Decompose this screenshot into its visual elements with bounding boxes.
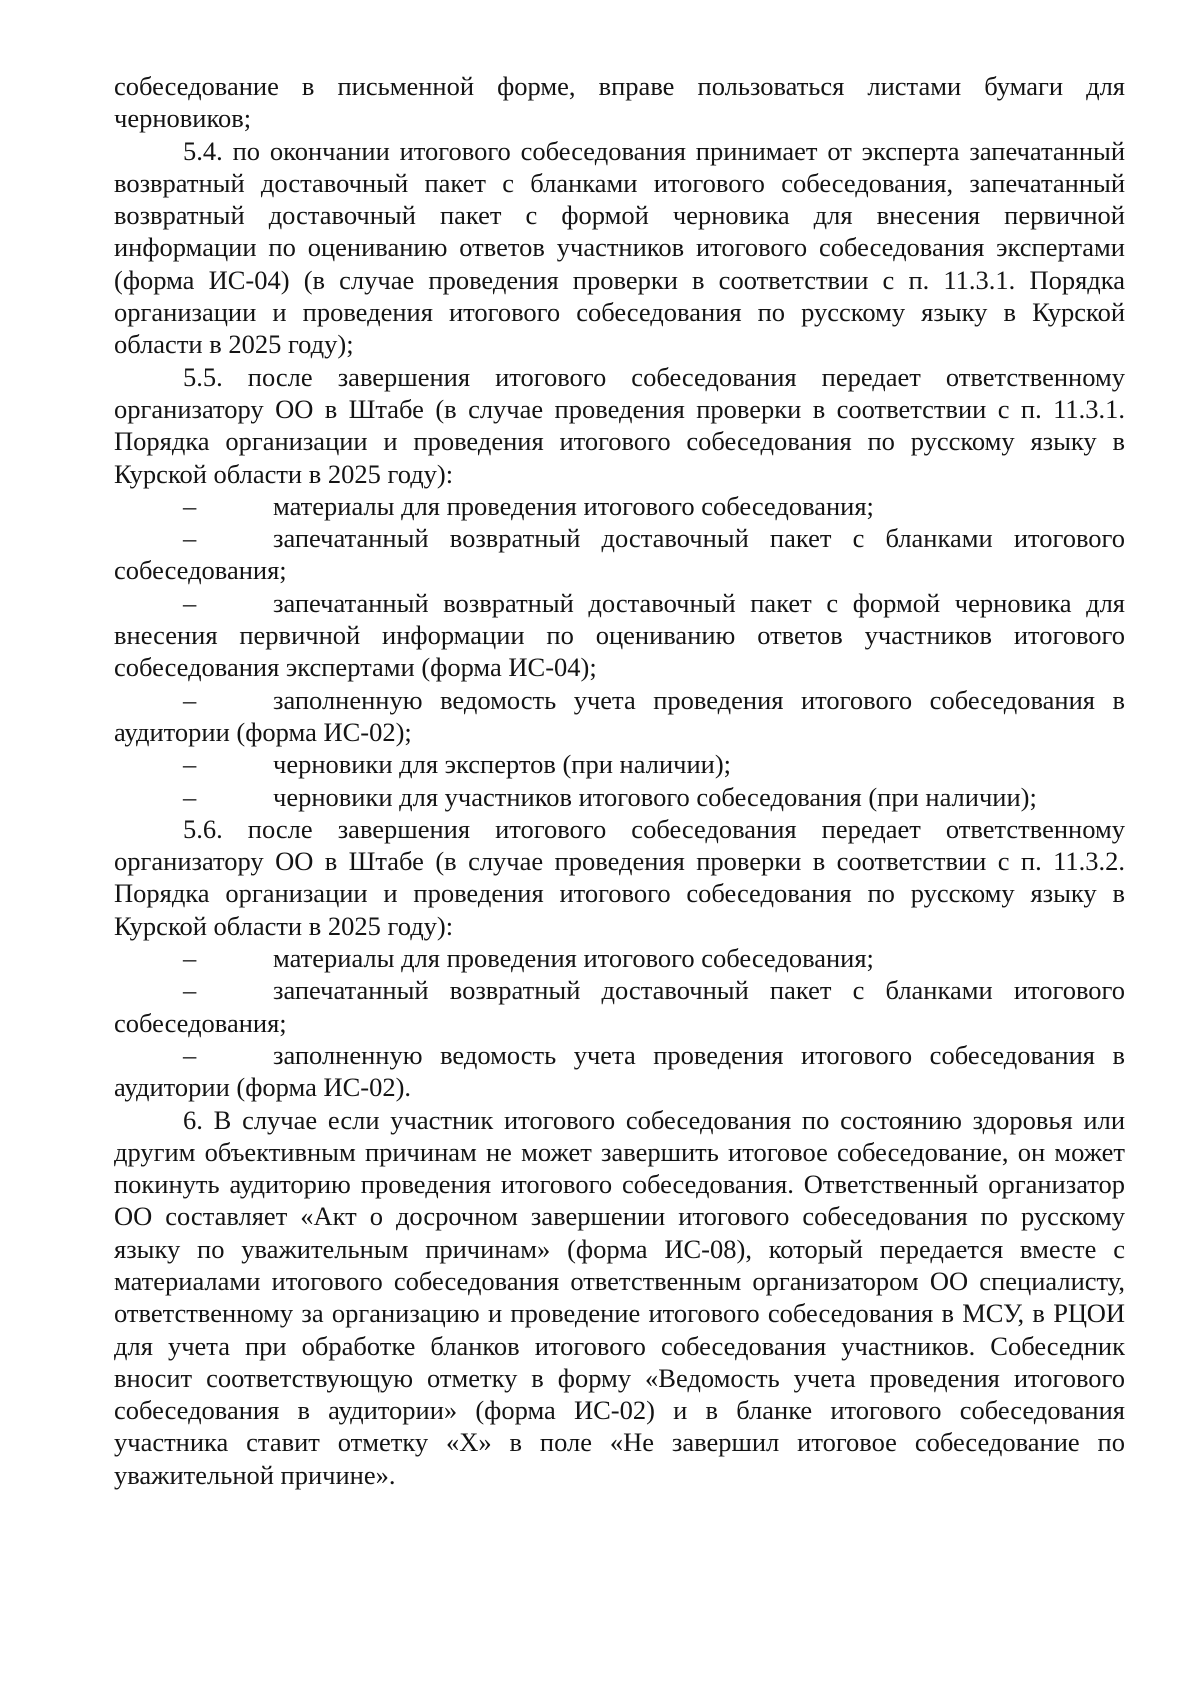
paragraph-5-5: 5.5. после завершения итогового собеседования передает ответственному организатору ОО в Штабе (в случае проведения проверки в соответствии с п. 11.3.1. Порядка организации и проведения итогового собеседования по русскому языку в Курской области в 2025 году): [114, 361, 1125, 489]
list-item-text: материалы для проведения итогового собеседования; [273, 490, 874, 521]
paragraph-6: 6. В случае если участник итогового собеседования по состоянию здоровья или другим объективным причинам не может завершить итоговое собеседование, он может покинуть аудиторию проведения итогового собеседования. Ответственный организатор ОО составляет «Акт о досрочном завершении итогового собеседования по русскому языку по уважительным причинам» (форма ИС-08), который передается вместе с материалами итогового собеседования ответственным организатором ОО специалисту, ответственному за организацию и проведение итогового собеседования в МСУ, в РЦОИ для учета при обработке бланков итогового собеседования участников. Собеседник вносит соответствующую отметку в форму «Ведомость учета проведения итогового собеседования в аудитории» (форма ИС-02) и в бланке итогового собеседования участника ставит отметку «Х» в поле «Не завершил итоговое собеседование по уважительной причине». [114, 1104, 1125, 1490]
dash-marker: – [183, 587, 197, 618]
dash-marker: – [183, 781, 197, 812]
paragraph-continuation: собеседование в письменной форме, вправе пользоваться листами бумаги для черновиков; [114, 71, 1125, 134]
dash-marker: – [183, 749, 197, 780]
list-item [114, 942, 1125, 974]
list-item-text: запечатанный возвратный доставочный пакет с формой черновика для внесения первичной информации по оцениванию ответов участников итогового собеседования экспертами (форма ИС-04); [114, 587, 1125, 683]
list-item [114, 1039, 1125, 1104]
list-item-text: материалы для проведения итогового собеседования; [273, 943, 874, 974]
list-item-text: запечатанный возвратный доставочный пакет с бланками итогового собеседования; [114, 975, 1125, 1038]
document-body [114, 70, 1125, 1491]
list-item [114, 490, 1125, 522]
list-item [114, 974, 1125, 1039]
list-item-text: черновики для участников итогового собеседования (при наличии); [273, 781, 1037, 812]
dash-marker: – [183, 1039, 197, 1070]
list-item-text: заполненную ведомость учета проведения итогового собеседования в аудитории (форма ИС-02). [114, 1039, 1125, 1103]
list-item [114, 587, 1125, 684]
list-item-text: черновики для экспертов (при наличии); [273, 749, 732, 780]
list-item-text: запечатанный возвратный доставочный пакет с бланками итогового собеседования; [114, 523, 1125, 586]
list-item-text: заполненную ведомость учета проведения итогового собеседования в аудитории (форма ИС-02); [114, 684, 1125, 747]
dash-marker: – [183, 490, 197, 521]
dash-marker: – [183, 523, 197, 554]
list-item [114, 522, 1125, 587]
dash-marker: – [183, 943, 197, 974]
dash-marker: – [183, 975, 197, 1006]
paragraph-5-6: 5.6. после завершения итогового собеседования передает ответственному организатору ОО в Штабе (в случае проведения проверки в соответствии с п. 11.3.2. Порядка организации и проведения итогового собеседования по русскому языку в Курской области в 2025 году): [114, 813, 1125, 941]
list-item [114, 781, 1125, 813]
paragraph-5-4: 5.4. по окончании итогового собеседования принимает от эксперта запечатанный возвратный доставочный пакет с бланками итогового собеседования, запечатанный возвратный доставочный пакет с формой черновика для внесения первичной информации по оцениванию ответов участников итогового собеседования экспертами (форма ИС-04) (в случае проведения проверки в соответствии с п. 11.3.1. Порядка организации и проведения итогового собеседования по русскому языку в Курской области в 2025 году); [114, 135, 1125, 360]
list-item [114, 748, 1125, 780]
dash-marker: – [183, 684, 197, 715]
list-item [114, 684, 1125, 749]
